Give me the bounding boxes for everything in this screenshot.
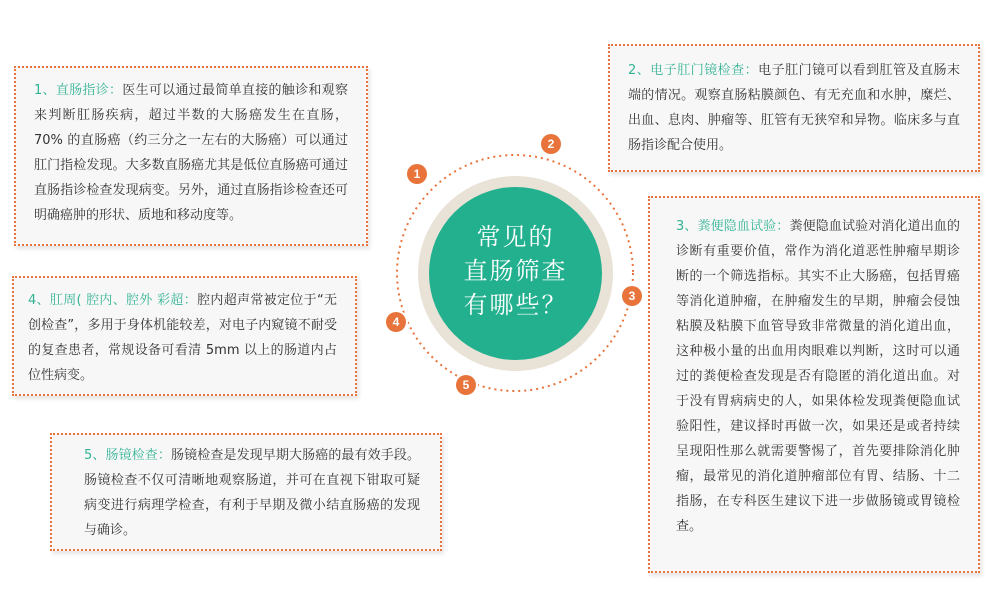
center-circle — [418, 176, 613, 371]
center-title-line-1: 常见的 — [476, 223, 555, 251]
item-2-body: 电子肛门镜可以看到肛管及直肠末端的情况。观察直肠粘膜颜色、有无充血和水肿，糜烂、出血、息肉、肿瘤等、肛管有无狭窄和异物。临床多与直肠指诊配合使用。 — [628, 63, 960, 153]
item-5-body: 肠镜检查是发现早期大肠癌的最有效手段。肠镜检查不仅可清晰地观察肠道，并可在直视下钳取可疑病变进行病理学检查，有利于早期及微小结直肠癌的发现与确诊。 — [84, 448, 420, 538]
marker-2: 2 — [541, 134, 561, 154]
item-2-title: 2、电子肛门镜检查： — [628, 63, 759, 78]
marker-4: 4 — [386, 312, 406, 332]
item-box-4 — [12, 276, 357, 396]
item-box-1 — [14, 66, 368, 246]
item-box-5 — [50, 433, 442, 551]
item-1-body: 医生可以通过最简单直接的触诊和观察来判断肛肠疾病，超过半数的大肠癌发生在直肠，70% 的直肠癌（约三分之一左右的大肠癌）可以通过肛门指检发现。大多数直肠癌尤其是低位直肠癌可通过直肠指诊检查发现病变。另外，通过直肠指诊检查还可明确癌肿的形状、质地和移动度等。 — [34, 83, 348, 223]
center-title-line-3: 有哪些？ — [463, 291, 568, 319]
marker-1: 1 — [407, 164, 427, 184]
center-title-line-2: 直肠筛查 — [463, 257, 568, 285]
item-box-2 — [608, 44, 980, 172]
marker-3: 3 — [622, 286, 642, 306]
item-1-title: 1、直肠指诊： — [34, 83, 123, 98]
center-inner-circle — [429, 187, 602, 360]
item-3-body: 粪便隐血试验对消化道出血的诊断有重要价值，常作为消化道恶性肿瘤早期诊断的一个筛选指标。其实不止大肠癌，包括胃癌等消化道肿瘤，在肿瘤发生的早期，肿瘤会侵蚀粘膜及粘膜下血管导致非常微量的消化道出血，这种极小量的出血用肉眼难以判断，这时可以通过的粪便检查发现是否有隐匿的消化道出血。对于没有胃病病史的人，如果体检发现粪便隐血试验阳性，建议择时再做一次，如果还是或者持续呈现阳性那么就需要警惕了，首先要排除消化肿瘤，最常见的消化道肿瘤部位有胃、结肠、十二指肠，在专科医生建议下进一步做肠镜或胃镜检查。 — [676, 219, 960, 534]
item-4-title: 4、肛周( 腔内、腔外 彩超： — [28, 293, 198, 308]
item-box-3 — [648, 196, 980, 573]
item-5-title: 5、肠镜检查： — [84, 448, 172, 463]
item-4-body: 腔内超声常被定位于“无创检查”，多用于身体机能较差，对电子内窥镜不耐受的复查患者，常规设备可看清 5mm 以上的肠道内占位性病变。 — [28, 293, 337, 383]
marker-5: 5 — [456, 375, 476, 395]
center-title — [429, 220, 602, 322]
item-3-title: 3、粪便隐血试验： — [676, 219, 790, 234]
